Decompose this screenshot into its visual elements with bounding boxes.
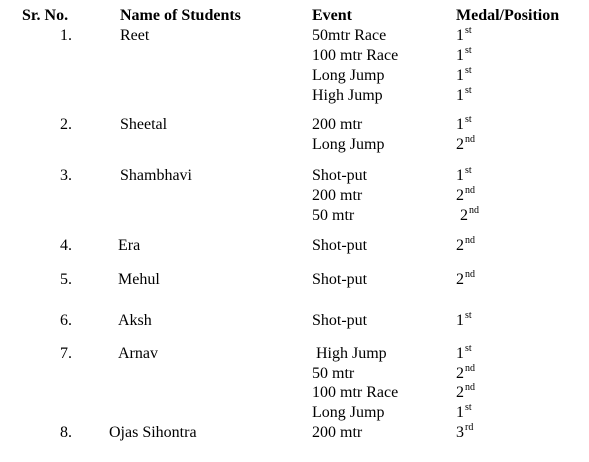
event-name: 50 mtr — [312, 207, 355, 224]
event-name: Shot-put — [312, 237, 368, 254]
medal-position: 1st — [456, 65, 472, 84]
medal-position: 1st — [456, 165, 472, 184]
sr-no: 2. — [60, 116, 72, 133]
student-name: Era — [118, 237, 141, 254]
student-name: Shambhavi — [120, 167, 192, 184]
student-name: Aksh — [118, 312, 152, 329]
event-name: High Jump — [312, 87, 383, 104]
header-sr-no: Sr. No. — [22, 7, 69, 24]
header-name: Name of Students — [120, 7, 241, 24]
sr-no: 6. — [60, 312, 72, 329]
medal-position: 1st — [456, 85, 472, 104]
event-name: 100 mtr Race — [312, 47, 399, 64]
medal-position: 1st — [456, 343, 472, 362]
medal-position: 1st — [456, 45, 472, 64]
header-event: Event — [312, 7, 352, 24]
medal-position: 2nd — [456, 363, 475, 382]
sr-no: 5. — [60, 271, 72, 288]
medal-position: 1st — [456, 310, 472, 329]
sr-no: 3. — [60, 167, 72, 184]
event-name: 200 mtr — [312, 187, 363, 204]
medal-position: 2nd — [460, 205, 479, 224]
event-name: Shot-put — [312, 167, 368, 184]
medal-position: 1st — [456, 25, 472, 44]
medal-position: 2nd — [456, 269, 475, 288]
medal-position: 3rd — [456, 422, 474, 441]
event-name: Long Jump — [312, 67, 385, 84]
sr-no: 7. — [60, 345, 72, 362]
sr-no: 8. — [60, 424, 72, 441]
event-name: Shot-put — [312, 271, 368, 288]
event-name: Shot-put — [312, 312, 368, 329]
event-name: Long Jump — [312, 136, 385, 153]
student-name: Reet — [120, 27, 150, 44]
student-name: Mehul — [118, 271, 160, 288]
event-name: Long Jump — [312, 404, 385, 421]
medal-position: 1st — [456, 402, 472, 421]
medal-position: 1st — [456, 114, 472, 133]
medal-position: 2nd — [456, 185, 475, 204]
student-name: Arnav — [118, 345, 158, 362]
medal-position: 2nd — [456, 382, 475, 401]
event-name: 200 mtr — [312, 116, 363, 133]
medal-position: 2nd — [456, 134, 475, 153]
event-name: 50mtr Race — [312, 27, 387, 44]
sr-no: 1. — [60, 27, 72, 44]
event-name: 100 mtr Race — [312, 384, 399, 401]
event-name: 50 mtr — [312, 365, 355, 382]
student-name: Ojas Sihontra — [109, 424, 197, 441]
event-name: High Jump — [316, 345, 387, 362]
medal-position: 2nd — [456, 235, 475, 254]
event-name: 200 mtr — [312, 424, 363, 441]
student-name: Sheetal — [120, 116, 168, 133]
sr-no: 4. — [60, 237, 72, 254]
header-medal: Medal/Position — [456, 7, 560, 24]
